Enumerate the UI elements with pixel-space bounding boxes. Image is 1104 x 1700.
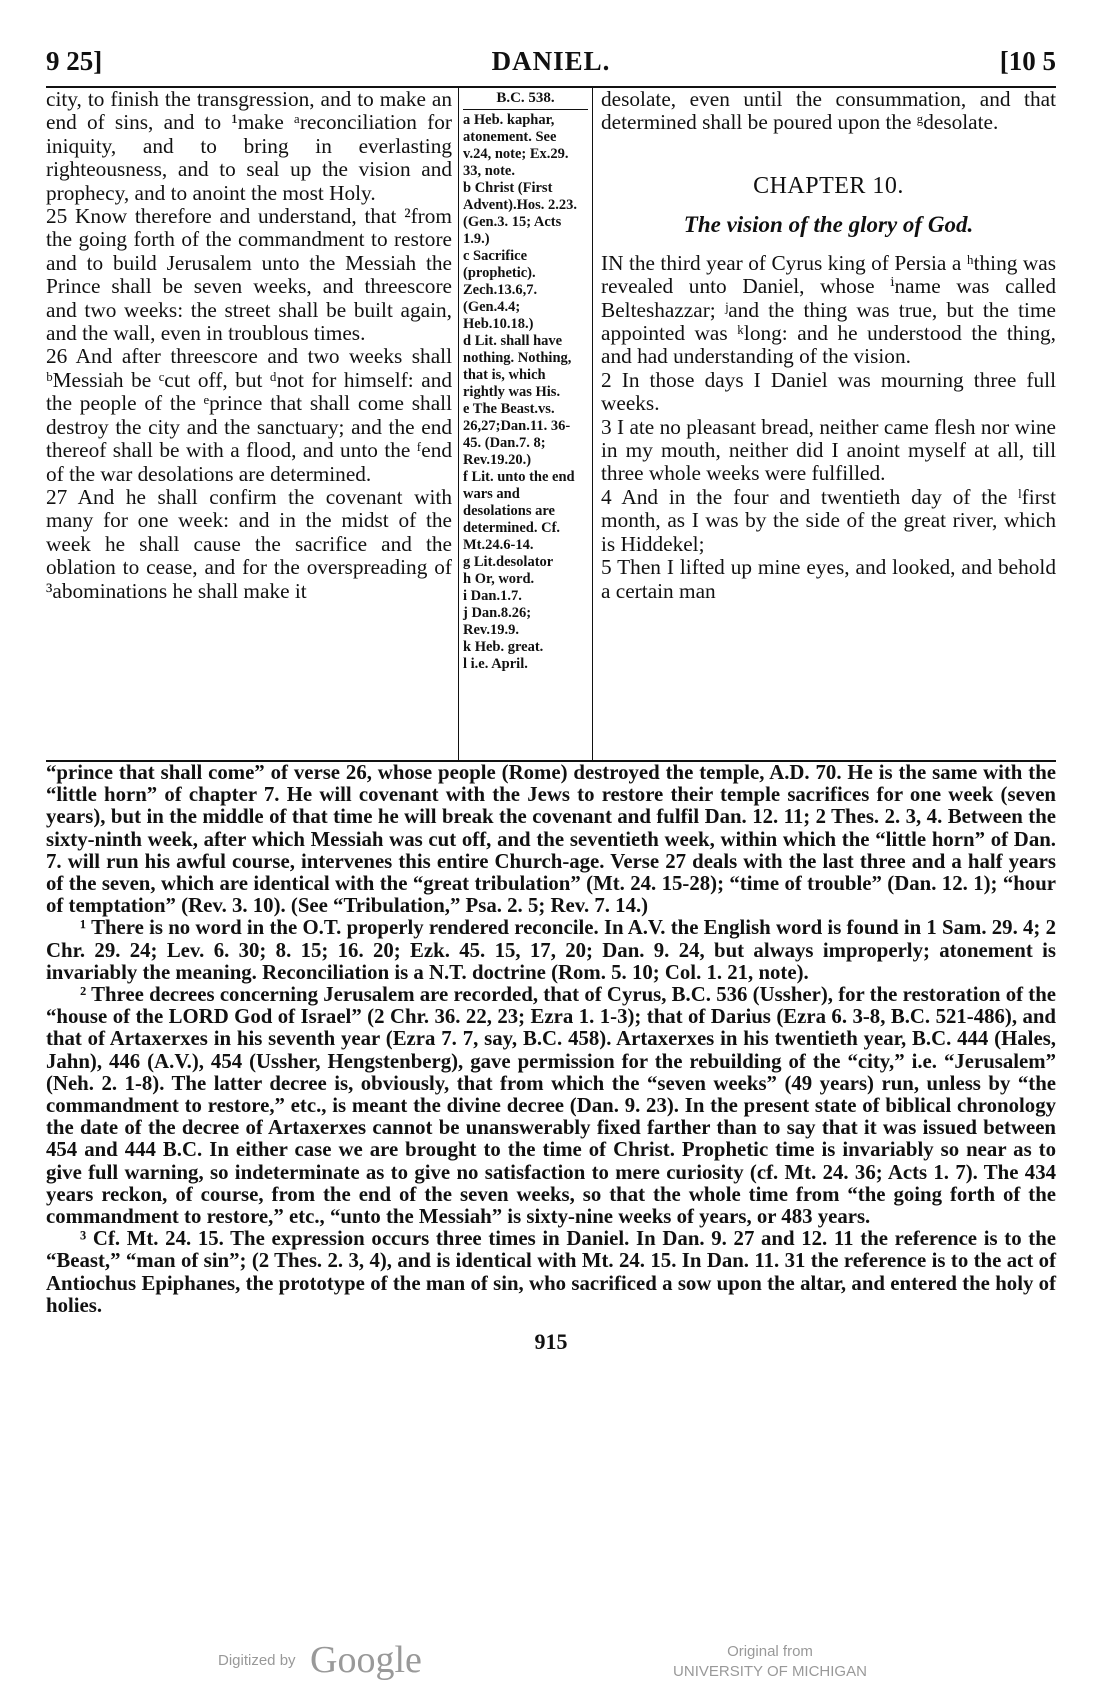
- margin-note-i: i Dan.1.7.: [463, 588, 522, 604]
- margin-note-j: j Dan.8.26; Rev.19.9.: [463, 605, 532, 638]
- commentary-notes: [46, 762, 1056, 1317]
- verse-27: 27 And he shall confirm the covenant with many for one week: and in the midst of the week he shall cause the sacrifice and the oblation to cease, and for the overspreading of ³abominations he shall make it: [46, 484, 452, 603]
- margin-note-c: c Sacrifice (prophetic). Zech.13.6,7. (Gen.4.4; Heb.10.18.): [463, 248, 538, 332]
- original-from-label: Original from: [727, 1643, 813, 1660]
- google-logo: Google: [310, 1639, 422, 1681]
- footnote-3: ³ Cf. Mt. 24. 15. The expression occurs three times in Daniel. In Dan. 9. 27 and 12. 11 the reference is to the “Beast,” “man of sin”; (2 Thes. 2. 3, 4), and is identical with Mt. 24. 15. In Dan. 11. 31 the reference is to the act of Antiochus Epiphanes, the prototype of the man of sin, who sacrificed a sow upon the altar, and entered the holy of holies.: [46, 1227, 1056, 1317]
- left-column: [46, 88, 458, 760]
- chapter-subtitle: The vision of the glory of God.: [683, 211, 974, 237]
- margin-note-g: g Lit.desolator: [463, 554, 554, 570]
- digitized-by-label: Digitized by: [218, 1652, 296, 1669]
- header-right-reference: [10 5: [999, 46, 1056, 76]
- header-left-reference: 9 25]: [46, 46, 103, 76]
- chapter-10-verse-3: 3 I ate no pleasant bread, neither came flesh nor wine in my mouth, neither did I anoint myself at all, till three whole weeks were fulfilled.: [601, 414, 1056, 486]
- scan-footer: [0, 1638, 1104, 1681]
- marginal-notes-column: [458, 88, 593, 760]
- book-page: [46, 46, 1056, 1355]
- right-column: [593, 88, 1056, 760]
- running-head: [46, 46, 1056, 86]
- margin-note-d: d Lit. shall have nothing. Nothing, that is, which rightly was His.: [463, 333, 572, 400]
- text-columns: [46, 88, 1056, 760]
- margin-note-f: f Lit. unto the end wars and desolations are determined. Cf. Mt.24.6-14.: [463, 469, 575, 553]
- chapter-10-verse-1: IN the third year of Cyrus king of Persia a ʰthing was revealed unto Daniel, whose ⁱname was called Belteshazzar; ʲand the thing was true, but the time appointed was ᵏlong: and he understood the thing, and had understanding of the vision.: [601, 250, 1056, 369]
- right-intro: desolate, even until the consummation, and that determined shall be poured upon the ᵍdesolate.: [601, 88, 1056, 135]
- margin-note-e: e The Beast.vs. 26,27;Dan.11. 36-45. (Dan.7. 8; Rev.19.20.): [463, 401, 571, 468]
- chapter-10-verse-4: 4 And in the four and twentieth day of the ˡfirst month, as I was by the side of the great river, which is Hiddekel;: [601, 484, 1056, 556]
- margin-date: B.C. 538.: [463, 90, 588, 110]
- verse-26: 26 And after threescore and two weeks shall ᵇMessiah be ᶜcut off, but ᵈnot for himself: and the people of the ᵉprince that shall come shall destroy the city and the sanctuary; and the end thereof shall be with a flood, and unto the ᶠend of the war desolations are determined.: [46, 344, 452, 486]
- footnote-2: ² Three decrees concerning Jerusalem are recorded, that of Cyrus, B.C. 536 (Ussher), for the restoration of the “house of the LORD God of Israel” (2 Chr. 36. 22, 23; Ezra 1. 1-3); that of Darius (Ezra 6. 3-8, B.C. 521-486), and that of Artaxerxes in his seventh year (Ezra 7. 7, say, B.C. 458). Artaxerxes in his twentieth year, B.C. 444 (Hales, Jahn), 446 (A.V.), 454 (Ussher, Hengstenberg), gave permission for the rebuilding of the “city,” i.e. “Jerusalem” (Neh. 2. 1-8). The latter decree is, obviously, that from which the “seven weeks” (49 years) run, unless by “the commandment to restore,” etc., is meant the divine decree (Dan. 9. 23). In the present state of biblical chronology the date of the decree of Artaxerxes cannot be unanswerably fixed farther than to say that it was issued between 454 and 444 B.C. In either case we are brought to the time of Christ. Prophetic time is invariably so near as to give full warning, so indeterminate as to give no satisfaction to mere curiosity (cf. Mt. 24. 36; Acts 1. 7). The 434 years reckon, of course, from the end of the seven weeks, so that the whole time from “the going forth of the commandment to restore,” etc., “unto the Messiah” is sixty-nine weeks of years, or 483 years.: [46, 983, 1056, 1229]
- footnote-1: ¹ There is no word in the O.T. properly rendered reconcile. In A.V. the English word is found in 1 Sam. 29. 4; 2 Chr. 29. 24; Lev. 6. 30; 8. 15; 16. 20; Ezk. 45. 15, 17, 20; Dan. 9. 24, but always improperly; atonement is invariably the meaning. Reconciliation is a N.T. doctrine (Rom. 5. 10; Col. 1. 21, note).: [46, 916, 1056, 984]
- verse-25: 25 Know therefore and understand, that ²from the going forth of the commandment to restore and to build Jerusalem unto the Messiah the Prince shall be seven weeks, and threescore and two weeks: the street shall be built again, and the wall, even in troublous times.: [46, 204, 452, 346]
- margin-note-l: l i.e. April.: [463, 656, 528, 672]
- margin-note-b: b Christ (First Advent).Hos. 2.23. (Gen.3. 15; Acts 1.9.): [463, 180, 577, 247]
- library-name: UNIVERSITY OF MICHIGAN: [673, 1663, 867, 1680]
- chapter-10-verse-2: 2 In those days I Daniel was mourning three full weeks.: [601, 367, 1056, 416]
- chapter-title: CHAPTER 10.: [753, 172, 904, 199]
- margin-note-k: k Heb. great.: [463, 639, 544, 655]
- margin-note-h: h Or, word.: [463, 571, 535, 587]
- header-book-title: DANIEL.: [491, 46, 611, 76]
- margin-note-a: a Heb. kaphar, atonement. See v.24, note; Ex.29. 33, note.: [463, 112, 569, 179]
- page-number: 915: [534, 1329, 568, 1355]
- original-source: [660, 1642, 880, 1682]
- commentary-continuation: “prince that shall come” of verse 26, whose people (Rome) destroyed the temple, A.D. 70. He is the same with the “little horn” of chapter 7. He will covenant with the Jews to restore their temple sacrifices for one week (seven years), but in the middle of that time he will break the covenant and fulfil Dan. 12. 11; 2 Thes. 2. 3, 4. Between the sixty-ninth week, after which Messiah was cut off, and the seventieth week, within which the “little horn” of Dan. 7. will run his awful course, intervenes this entire Church-age. Verse 27 deals with the last three and a half years of the seven, which are identical with the “great tribulation” (Mt. 24. 15-28); “time of trouble” (Dan. 12. 1); “hour of temptation” (Rev. 3. 10). (See “Tribulation,” Psa. 2. 5; Rev. 7. 14.): [46, 761, 1056, 918]
- left-paragraph-1: city, to finish the transgression, and to make an end of sins, and to ¹make ᵃreconciliation for iniquity, and to bring in everlasting righteousness, and to seal up the vision and prophecy, and to anoint the most Holy.: [46, 88, 452, 205]
- chapter-10-verse-5: 5 Then I lifted up mine eyes, and looked, and behold a certain man: [601, 555, 1056, 603]
